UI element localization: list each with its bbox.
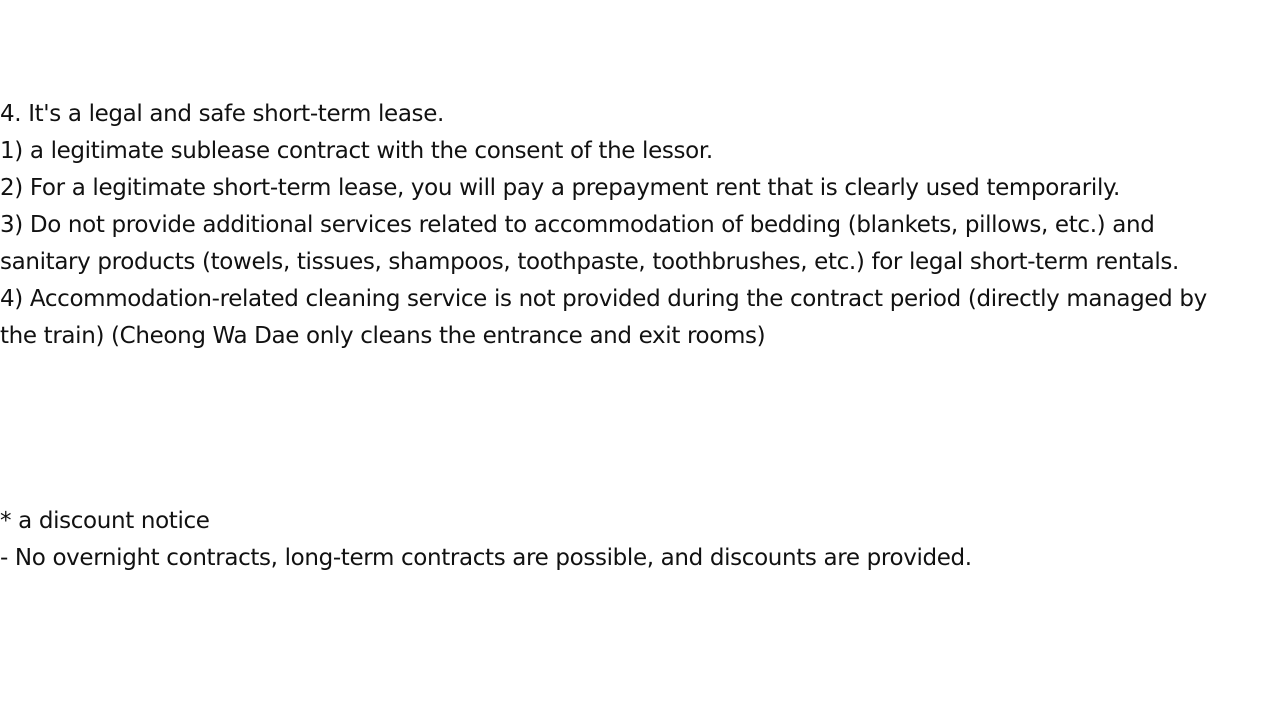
discount-notice-section [0, 503, 1270, 577]
lease-item-2: 2) For a legitimate short-term lease, you will pay a prepayment rent that is clearly used temporarily. [0, 175, 1120, 201]
lease-item-4-continued: the train) (Cheong Wa Dae only cleans the entrance and exit rooms) [0, 323, 766, 349]
discount-detail: - No overnight contracts, long-term contracts are possible, and discounts are provided. [0, 545, 972, 571]
lease-terms-section [0, 96, 1270, 355]
lease-heading: 4. It's a legal and safe short-term lease. [0, 101, 444, 127]
discount-heading: * a discount notice [0, 508, 210, 534]
lease-item-1: 1) a legitimate sublease contract with the consent of the lessor. [0, 138, 713, 164]
lease-item-3: 3) Do not provide additional services related to accommodation of bedding (blankets, pillows, etc.) and [0, 212, 1155, 238]
lease-item-4: 4) Accommodation-related cleaning service is not provided during the contract period (directly managed by [0, 286, 1207, 312]
lease-item-3-continued: sanitary products (towels, tissues, shampoos, toothpaste, toothbrushes, etc.) for legal short-term rentals. [0, 249, 1180, 275]
